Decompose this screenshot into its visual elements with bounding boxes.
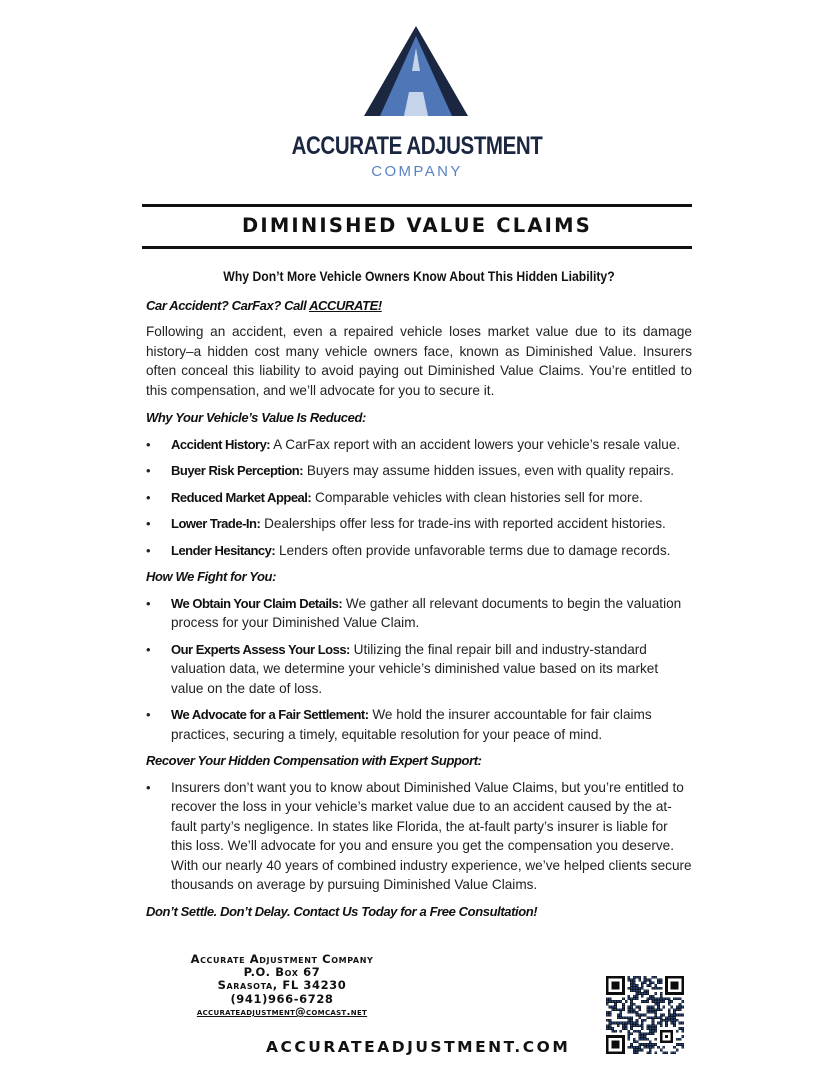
document-body [146, 268, 692, 928]
list-item [146, 514, 692, 534]
bullet-icon: • [146, 489, 151, 505]
item-text: Lenders often provide unfavorable terms due to damage records. [275, 542, 671, 558]
item-label: We Advocate for a Fair Settlement: [171, 707, 369, 722]
bullet-icon: • [146, 463, 151, 478]
brand-name: ACCURATE ADJUSTMENT [291, 132, 543, 160]
contact-phone[interactable]: (941)966-6728 [230, 991, 334, 1006]
list-item [146, 461, 692, 481]
recover-list [146, 778, 692, 895]
item-label: Our Experts Assess Your Loss: [171, 641, 350, 657]
list-item [146, 435, 692, 455]
item-text: We hold the insurer accountable for fair claims practices, securing a timely, equitable resolution for your peace of mind. [171, 707, 652, 742]
contact-company: Accurate Adjustment Company [190, 952, 374, 966]
bullet-icon: • [146, 516, 151, 531]
lead-question: Why Don’t More Vehicle Owners Know About This Hidden Liability? [223, 269, 615, 285]
contact-email-link[interactable]: accurateadjustment@comcast.net [196, 1005, 368, 1018]
bullet-icon: • [146, 595, 151, 611]
list-item [146, 705, 692, 744]
qr-code-icon[interactable] [606, 976, 684, 1054]
company-logo-icon [362, 24, 470, 118]
brand-subtitle: COMPANY [371, 163, 463, 180]
tagline [146, 296, 692, 316]
contact-block [160, 953, 404, 1019]
item-text: Insurers don’t want you to know about Diminished Value Claims, but you’re entitled to recover the loss in your vehicle’s market value due to an accident caused by the at-fault party’s negligence. In states like Florida, the at-fault party’s insurer is liable for this loss. We’ll advocate for you and ensure you get the compensation you deserve. With our nearly 40 years of combined industry experience, we’ve helped clients secure thousands on average by pursuing Diminished Value Claims. [171, 779, 692, 892]
intro-paragraph: Following an accident, even a repaired vehicle loses market value due to its damage history–a hidden cost many vehicle owners face, known as Diminished Value. Insurers often conceal this liability to avoid paying out Diminished Value Claims. You’re entitled to this compensation, and we’ll advocate for you to secure it. [146, 324, 692, 398]
item-label: Lower Trade-In: [171, 516, 261, 531]
section-heading-recover: Recover Your Hidden Compensation with Expert Support: [146, 753, 482, 768]
bullet-icon: • [146, 707, 151, 722]
item-label: Buyer Risk Perception: [171, 463, 304, 478]
item-text: Utilizing the final repair bill and industry-standard valuation data, we determine your vehicle’s diminished value based on its market value on the date of loss. [171, 641, 659, 696]
section-heading-reduced: Why Your Vehicle’s Value Is Reduced: [146, 410, 366, 425]
item-label: Accident History: [171, 436, 271, 452]
tagline-prefix: Car Accident? CarFax? Call [146, 297, 310, 313]
fight-list [146, 594, 692, 745]
bullet-icon: • [146, 641, 151, 657]
title-rule-bottom [142, 246, 692, 249]
item-text: Comparable vehicles with clean histories sell for more. [311, 489, 643, 505]
bullet-icon: • [146, 436, 151, 452]
item-text: We gather all relevant documents to begin the valuation process for your Diminished Value Claim. [171, 595, 682, 630]
item-label: Lender Hesitancy: [171, 542, 276, 558]
tagline-emphasis: ACCURATE! [309, 297, 382, 313]
list-item [146, 488, 692, 508]
website-link[interactable]: ACCURATEADJUSTMENT.COM [266, 1038, 571, 1056]
item-text: Buyers may assume hidden issues, even with quality repairs. [303, 463, 675, 478]
reduced-list [146, 435, 692, 561]
call-to-action: Don’t Settle. Don’t Delay. Contact Us Today for a Free Consultation! [146, 903, 538, 919]
list-item [146, 541, 692, 561]
item-label: We Obtain Your Claim Details: [171, 595, 343, 611]
contact-city: Sarasota, FL 34230 [217, 978, 347, 993]
item-text: Dealerships offer less for trade-ins with reported accident histories. [260, 516, 666, 531]
bullet-icon: • [146, 779, 151, 795]
document-title: DIMINISHED VALUE CLAIMS [241, 214, 592, 237]
bullet-icon: • [146, 542, 151, 558]
item-text: A CarFax report with an accident lowers your vehicle’s resale value. [270, 436, 681, 452]
list-item [146, 594, 692, 633]
list-item [146, 778, 692, 895]
contact-po-box: P.O. Box 67 [243, 965, 321, 980]
title-rule-top [142, 204, 692, 207]
section-heading-fight: How We Fight for You: [146, 569, 277, 584]
item-label: Reduced Market Appeal: [171, 489, 312, 505]
list-item [146, 640, 692, 699]
